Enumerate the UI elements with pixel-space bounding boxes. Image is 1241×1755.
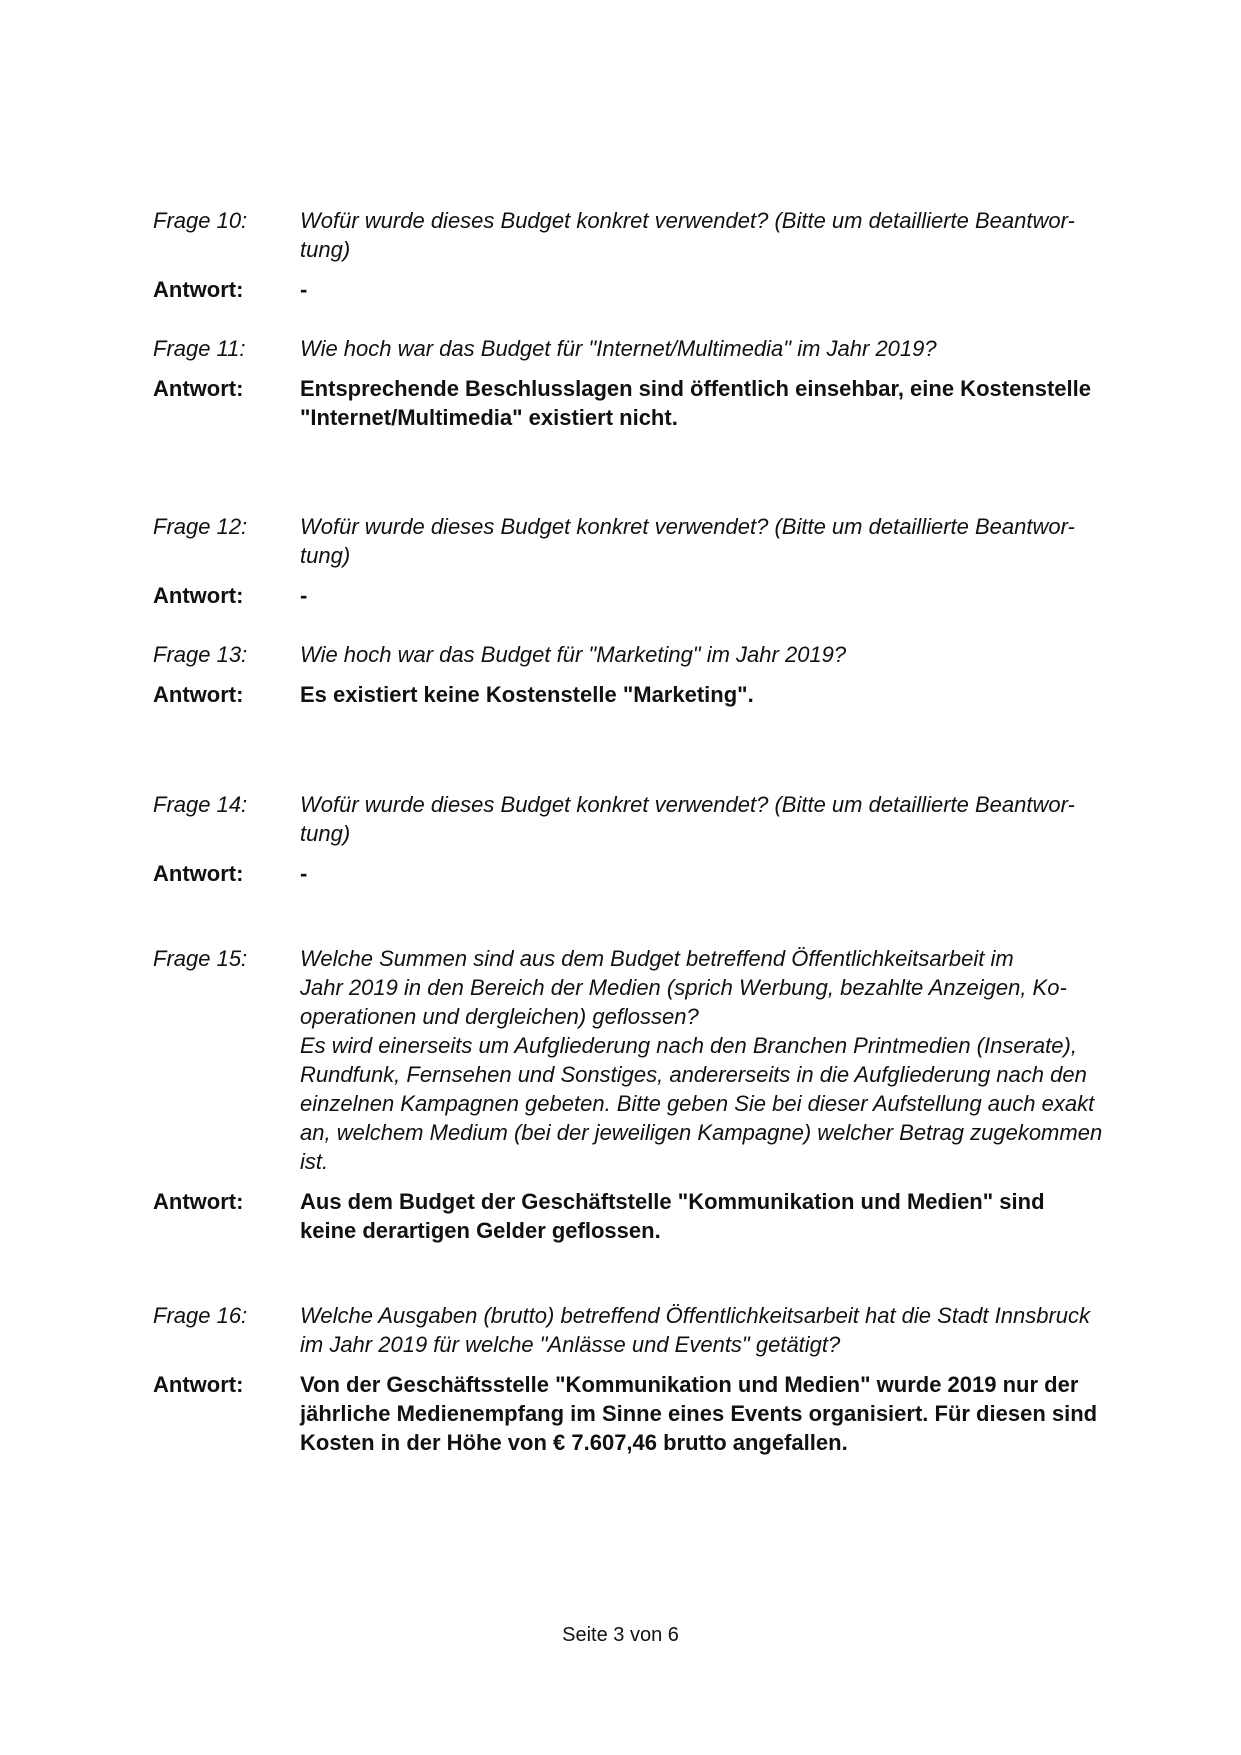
answer-label: Antwort:	[153, 861, 244, 886]
question-line: tung)	[300, 237, 351, 262]
answer-text	[300, 374, 1143, 432]
answer-text	[300, 581, 1143, 610]
question-line: im Jahr 2019 für welche "Anlässe und Events" getätigt?	[300, 1332, 841, 1357]
question-line: Wofür wurde dieses Budget konkret verwendet? (Bitte um detaillierte Beantwor-	[300, 208, 1075, 233]
question-line: tung)	[300, 543, 351, 568]
question-text	[300, 640, 1143, 669]
answer-label: Antwort:	[153, 376, 244, 401]
question-line: tung)	[300, 821, 351, 846]
qa-block-13	[153, 640, 1143, 709]
question-row	[153, 640, 1143, 669]
answer-line: Entsprechende Beschlusslagen sind öffentlich einsehbar, eine Kostenstelle	[300, 376, 1092, 401]
qa-block-16	[153, 1301, 1143, 1457]
answer-line: "Internet/Multimedia" existiert nicht.	[300, 405, 678, 430]
question-text	[300, 334, 1143, 363]
qa-block-14	[153, 790, 1143, 888]
question-line: Welche Ausgaben (brutto) betreffend Öffentlichkeitsarbeit hat die Stadt Innsbruck	[300, 1303, 1091, 1328]
answer-line: Kosten in der Höhe von € 7.607,46 brutto angefallen.	[300, 1430, 848, 1455]
answer-label: Antwort:	[153, 583, 244, 608]
question-row	[153, 512, 1143, 570]
question-label: Frage 13:	[153, 642, 248, 667]
question-label: Frage 12:	[153, 514, 248, 539]
answer-text	[300, 1370, 1143, 1457]
question-line: operationen und dergleichen) geflossen?	[300, 1004, 699, 1029]
question-line: Wie hoch war das Budget für "Marketing" im Jahr 2019?	[300, 642, 847, 667]
answer-label: Antwort:	[153, 1189, 244, 1214]
answer-row	[153, 1370, 1143, 1457]
question-label: Frage 15:	[153, 946, 248, 971]
answer-line: -	[300, 861, 308, 886]
answer-row	[153, 1187, 1143, 1245]
question-line: Jahr 2019 in den Bereich der Medien (sprich Werbung, bezahlte Anzeigen, Ko-	[300, 975, 1067, 1000]
question-line: Es wird einerseits um Aufgliederung nach den Branchen Printmedien (Inserate),	[300, 1033, 1077, 1058]
answer-label: Antwort:	[153, 1372, 244, 1397]
answer-row	[153, 374, 1143, 432]
answer-text	[300, 275, 1143, 304]
page-number: Seite 3 von 6	[562, 1624, 679, 1646]
question-line: ist.	[300, 1149, 329, 1174]
answer-line: Aus dem Budget der Geschäftstelle "Kommunikation und Medien" sind	[300, 1189, 1045, 1214]
question-line: Wie hoch war das Budget für "Internet/Multimedia" im Jahr 2019?	[300, 336, 937, 361]
question-text	[300, 1301, 1143, 1359]
qa-block-15	[153, 944, 1143, 1245]
question-label: Frage 10:	[153, 208, 248, 233]
question-text	[300, 512, 1143, 570]
question-row	[153, 1301, 1143, 1359]
question-text	[300, 206, 1143, 264]
question-text	[300, 944, 1143, 1176]
answer-row	[153, 859, 1143, 888]
question-line: Welche Summen sind aus dem Budget betreffend Öffentlichkeitsarbeit im	[300, 946, 1014, 971]
question-line: Wofür wurde dieses Budget konkret verwendet? (Bitte um detaillierte Beantwor-	[300, 792, 1075, 817]
answer-line: Von der Geschäftsstelle "Kommunikation und Medien" wurde 2019 nur der	[300, 1372, 1079, 1397]
question-row	[153, 944, 1143, 1176]
question-label: Frage 16:	[153, 1303, 248, 1328]
answer-line: -	[300, 277, 308, 302]
question-line: Wofür wurde dieses Budget konkret verwendet? (Bitte um detaillierte Beantwor-	[300, 514, 1075, 539]
answer-line: -	[300, 583, 308, 608]
answer-line: keine derartigen Gelder geflossen.	[300, 1218, 661, 1243]
question-row	[153, 206, 1143, 264]
answer-label: Antwort:	[153, 682, 244, 707]
qa-block-10	[153, 206, 1143, 304]
question-label: Frage 11:	[153, 336, 246, 361]
question-text	[300, 790, 1143, 848]
answer-row	[153, 581, 1143, 610]
question-line: einzelnen Kampagnen gebeten. Bitte geben Sie bei dieser Aufstellung auch exakt	[300, 1091, 1095, 1116]
question-line: an, welchem Medium (bei der jeweiligen Kampagne) welcher Betrag zugekommen	[300, 1120, 1103, 1145]
question-row	[153, 790, 1143, 848]
answer-line: jährliche Medienempfang im Sinne eines Events organisiert. Für diesen sind	[300, 1401, 1098, 1426]
answer-text	[300, 680, 1143, 709]
answer-text	[300, 859, 1143, 888]
qa-block-11	[153, 334, 1143, 432]
question-label: Frage 14:	[153, 792, 248, 817]
answer-line: Es existiert keine Kostenstelle "Marketing".	[300, 682, 754, 707]
answer-row	[153, 275, 1143, 304]
question-row	[153, 334, 1143, 363]
question-line: Rundfunk, Fernsehen und Sonstiges, andererseits in die Aufgliederung nach den	[300, 1062, 1087, 1087]
answer-label: Antwort:	[153, 277, 244, 302]
qa-block-12	[153, 512, 1143, 610]
answer-row	[153, 680, 1143, 709]
answer-text	[300, 1187, 1143, 1245]
